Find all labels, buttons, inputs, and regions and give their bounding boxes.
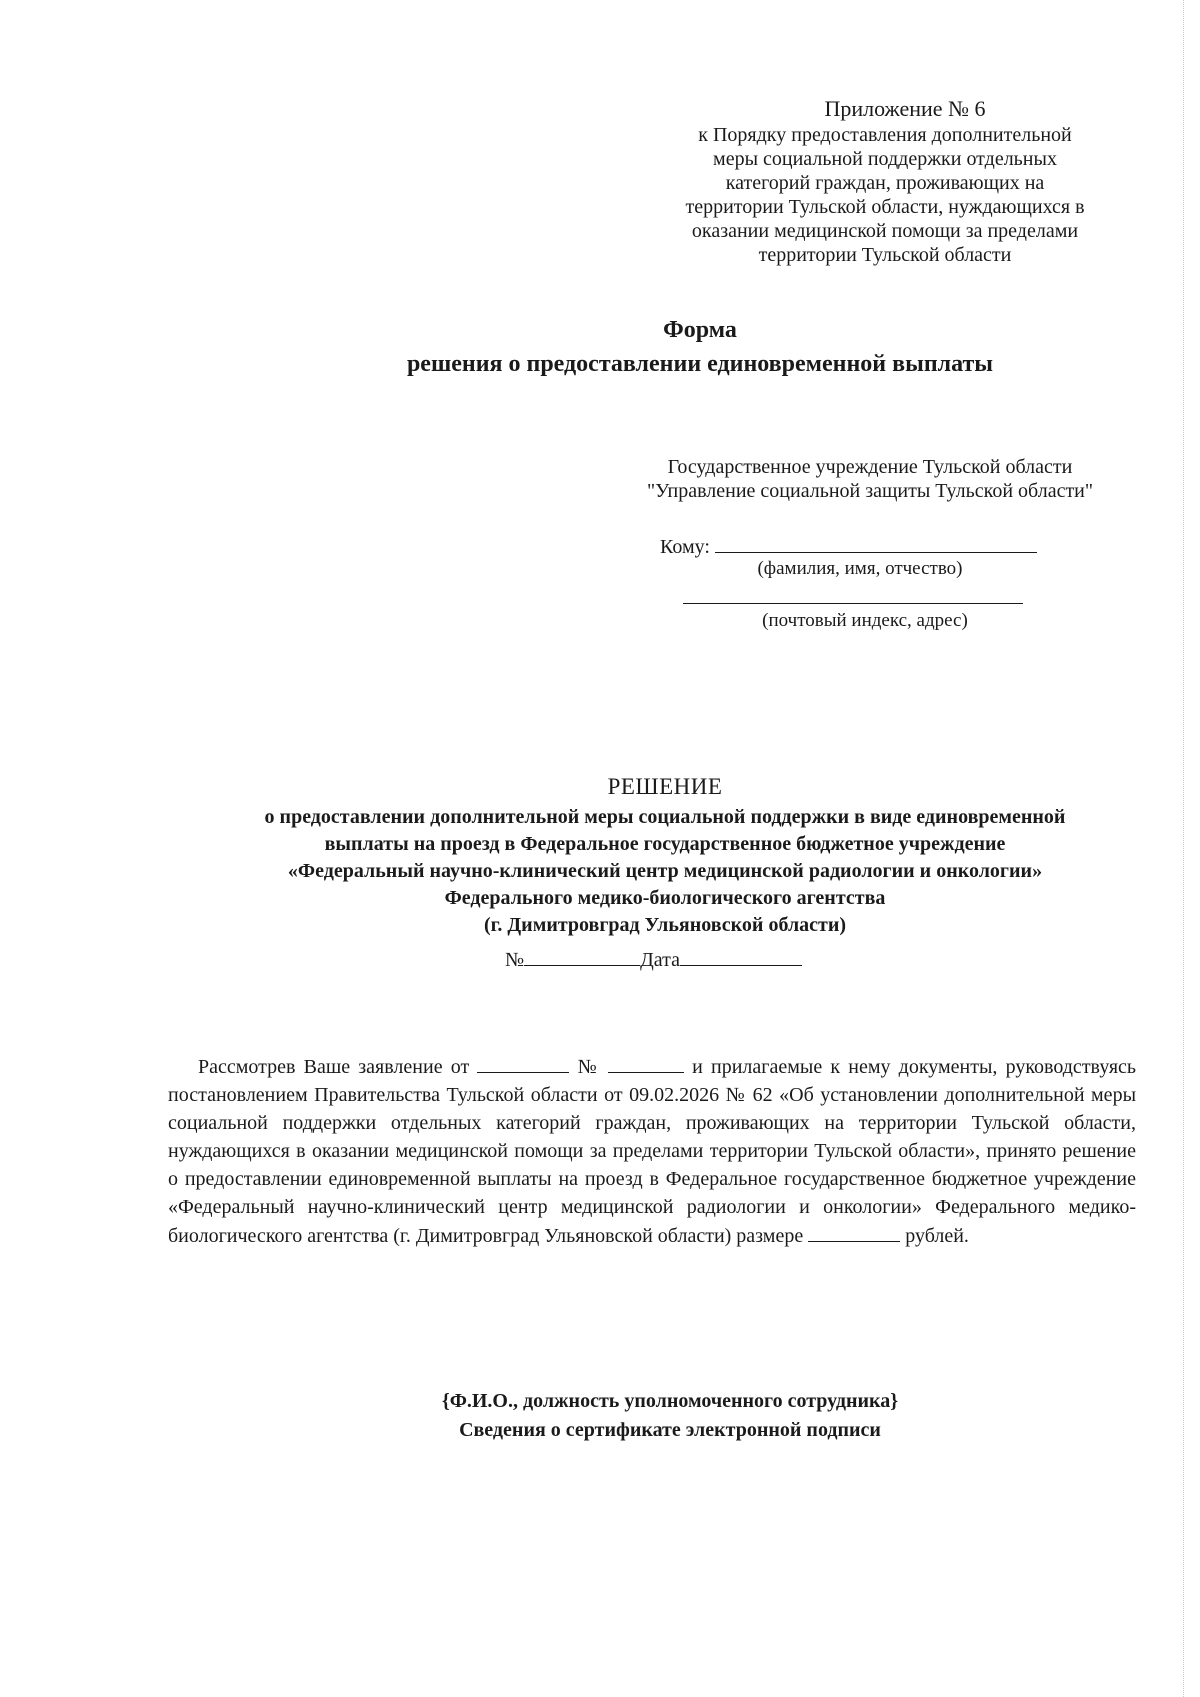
- decision-subtitle-line: о предоставлении дополнительной меры социальной поддержки в виде единовременной: [264, 806, 1066, 828]
- org-name-line2: "Управление социальной защиты Тульской области": [646, 480, 1094, 502]
- amount-field[interactable]: [808, 1221, 900, 1242]
- body-text-part3: рублей.: [905, 1225, 969, 1247]
- decision-subtitle-line: «Федеральный научно-клинический центр медицинской радиологии и онкологии»: [287, 860, 1043, 882]
- page-edge-line: [1183, 0, 1184, 1697]
- body-text-part2: и прилагаемые к нему документы, руководствуясь постановлением Правительства Тульской области от 09.02.2026 № 62 «Об установлении дополнительной меры социальной поддержки отдельных категорий граждан, проживающих на территории Тульской области, нуждающихся в оказании медицинской помощи за пределами территории Тульской области», принято решение о предоставлении единовременной выплаты на проезд в Федеральное государственное бюджетное учреждение «Федеральный научно-клинический центр медицинской радиологии и онкологии» Федерального медико-биологического агентства (г. Димитровград Ульяновской области) размере: [168, 1056, 1137, 1247]
- decision-body-text: [168, 1052, 1136, 1250]
- name-blank-field[interactable]: [715, 532, 1037, 553]
- number-label: №: [505, 949, 525, 971]
- application-date-field[interactable]: [477, 1052, 569, 1073]
- recipient-block: [590, 455, 1150, 503]
- signatory-placeholder: {Ф.И.О., должность уполномоченного сотрудника}: [441, 1390, 899, 1412]
- decision-subtitle-line: (г. Димитровград Ульяновской области): [483, 914, 847, 936]
- decision-title: РЕШЕНИЕ: [607, 774, 723, 799]
- appendix-line: территории Тульской области, нуждающихся в: [685, 196, 1085, 218]
- appendix-line: к Порядку предоставления дополнительной: [698, 124, 1072, 146]
- decision-number-field[interactable]: [524, 945, 640, 966]
- form-title: [300, 313, 1100, 381]
- decision-subtitle-line: Федерального медико-биологического агентства: [444, 887, 886, 909]
- address-hint: (почтовый индекс, адрес): [762, 610, 968, 631]
- decision-date-field[interactable]: [680, 945, 802, 966]
- address-blank-field[interactable]: [683, 603, 1023, 604]
- appendix-line: оказании медицинской помощи за пределами: [691, 220, 1079, 242]
- form-title-line2: решения о предоставлении единовременной выплаты: [406, 351, 994, 377]
- application-number-field[interactable]: [608, 1052, 684, 1073]
- to-label: Кому:: [660, 536, 710, 558]
- form-title-line1: Форма: [663, 317, 737, 343]
- appendix-block: [640, 95, 1130, 267]
- e-signature-info: Сведения о сертификате электронной подписи: [459, 1419, 881, 1441]
- appendix-number: Приложение № 6: [824, 96, 986, 121]
- body-text-part1: Рассмотрев Ваше заявление от: [198, 1056, 470, 1078]
- signature-block: [340, 1387, 1000, 1445]
- appendix-line: категорий граждан, проживающих на: [725, 172, 1045, 194]
- date-label: Дата: [640, 949, 680, 971]
- org-name-line1: Государственное учреждение Тульской области: [667, 456, 1073, 478]
- decision-subtitle-line: выплаты на проезд в Федеральное государственное бюджетное учреждение: [324, 833, 1006, 855]
- to-line: [660, 532, 1037, 559]
- decision-number-date: [505, 945, 802, 972]
- name-hint: (фамилия, имя, отчество): [757, 558, 963, 579]
- appendix-line: меры социальной поддержки отдельных: [713, 148, 1057, 170]
- body-number-sign: №: [577, 1056, 600, 1078]
- appendix-line: территории Тульской области: [758, 244, 1012, 266]
- decision-subtitle: [180, 804, 1150, 939]
